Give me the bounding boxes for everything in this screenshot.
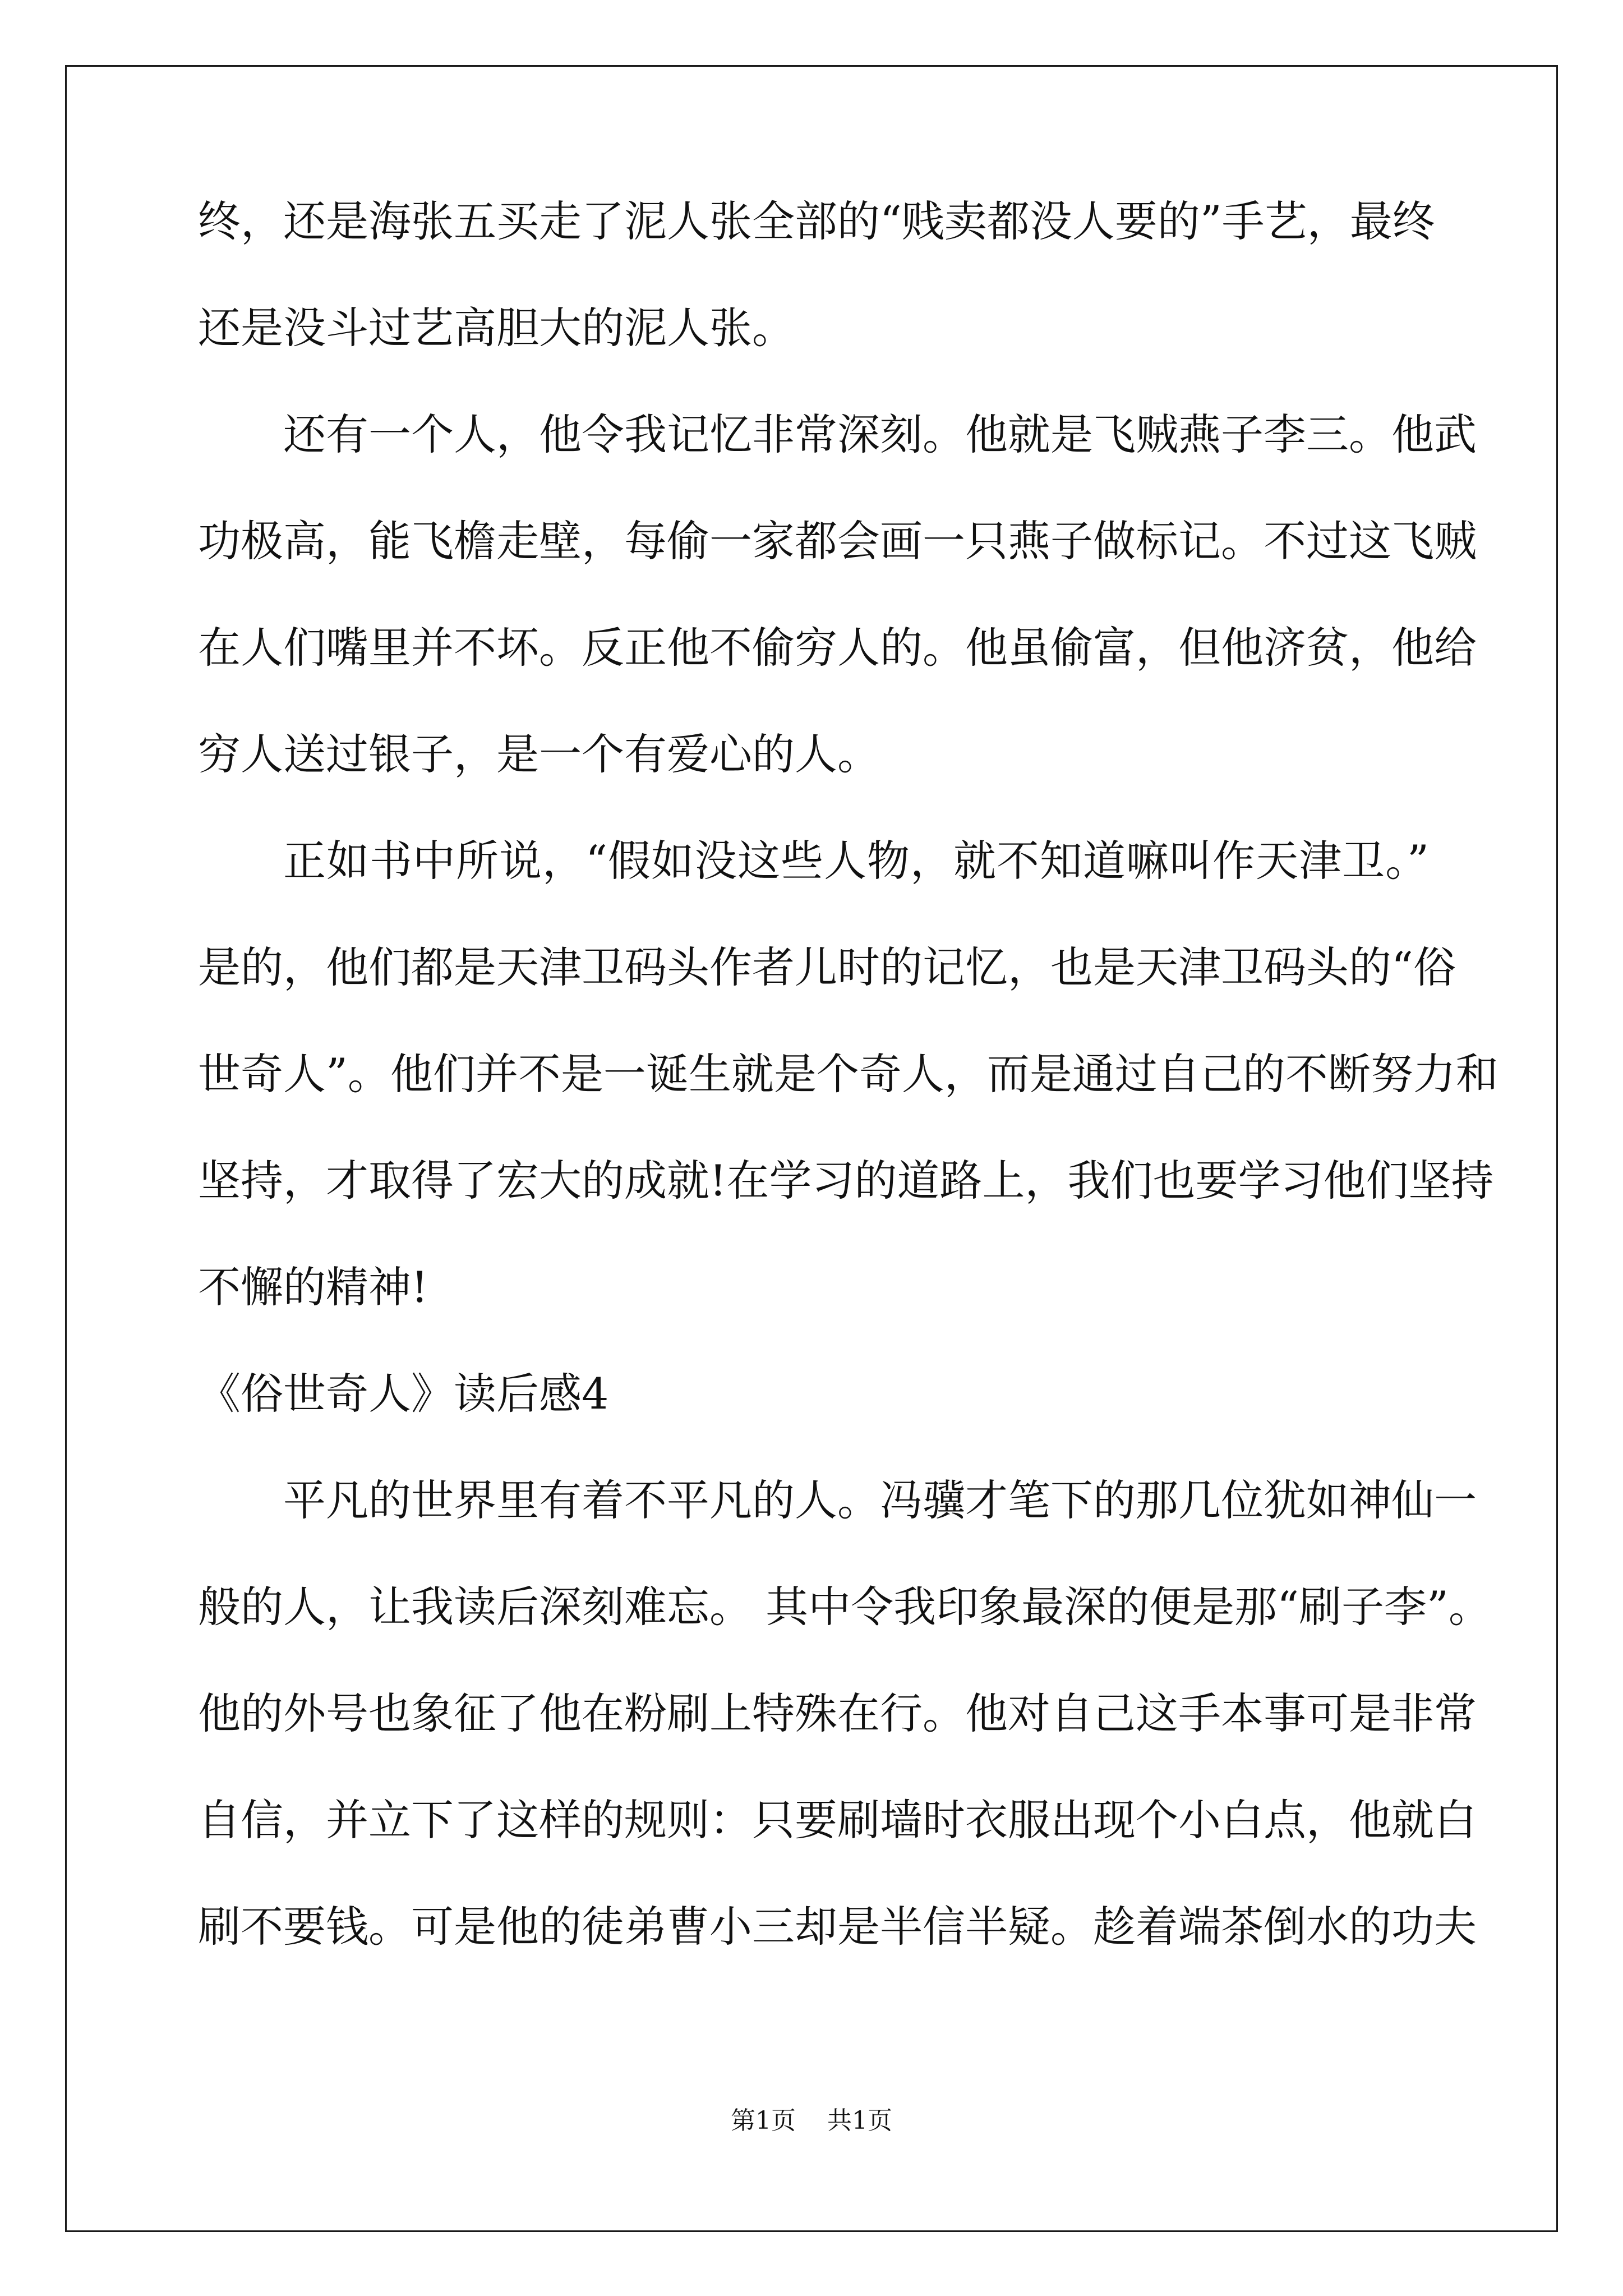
section-heading: 《俗世奇人》读后感4: [198, 1369, 609, 1419]
text-line: 刷不要钱。可是他的徒弟曹小三却是半信半疑。趁着端茶倒水的功夫: [198, 1902, 1477, 1952]
text-line: 自信，并立下了这样的规则：只要刷墙时衣服出现个小白点，他就白: [198, 1795, 1477, 1845]
text-line: 坚持，才取得了宏大的成就!在学习的道路上，我们也要学习他们坚持: [198, 1156, 1494, 1205]
text-line: 在人们嘴里并不坏。反正他不偷穷人的。他虽偷富，但他济贫，他给: [198, 623, 1477, 673]
page-number-footer: 第1页 共1页: [731, 2106, 892, 2135]
text-line: 功极高，能飞檐走壁，每偷一家都会画一只燕子做标记。不过这飞贼: [198, 516, 1477, 566]
text-line: 还是没斗过艺高胆大的泥人张。: [198, 303, 795, 353]
text-line: 穷人送过银子，是一个有爱心的人。: [198, 729, 880, 779]
text-line: 般的人，让我读后深刻难忘。 其中令我印象最深的便是那“刷子李”。: [198, 1582, 1491, 1632]
text-line: 终，还是海张五买走了泥人张全部的“贱卖都没人要的”手艺，最终: [198, 196, 1435, 246]
paragraph-first-line: 平凡的世界里有着不平凡的人。冯骥才笔下的那几位犹如神仙一: [283, 1475, 1477, 1525]
text-line: 他的外号也象征了他在粉刷上特殊在行。他对自己这手本事可是非常: [198, 1688, 1477, 1738]
text-line: 世奇人”。他们并不是一诞生就是个奇人，而是通过自己的不断努力和: [198, 1049, 1498, 1099]
paragraph-first-line: 还有一个人，他令我记忆非常深刻。他就是飞贼燕子李三。他武: [283, 409, 1477, 459]
text-line: 是的，他们都是天津卫码头作者儿时的记忆，也是天津卫码头的“俗: [198, 942, 1456, 992]
text-line: 不懈的精神!: [198, 1262, 428, 1312]
paragraph-first-line: 正如书中所说，“假如没这些人物，就不知道嘛叫作天津卫。”: [283, 836, 1429, 886]
